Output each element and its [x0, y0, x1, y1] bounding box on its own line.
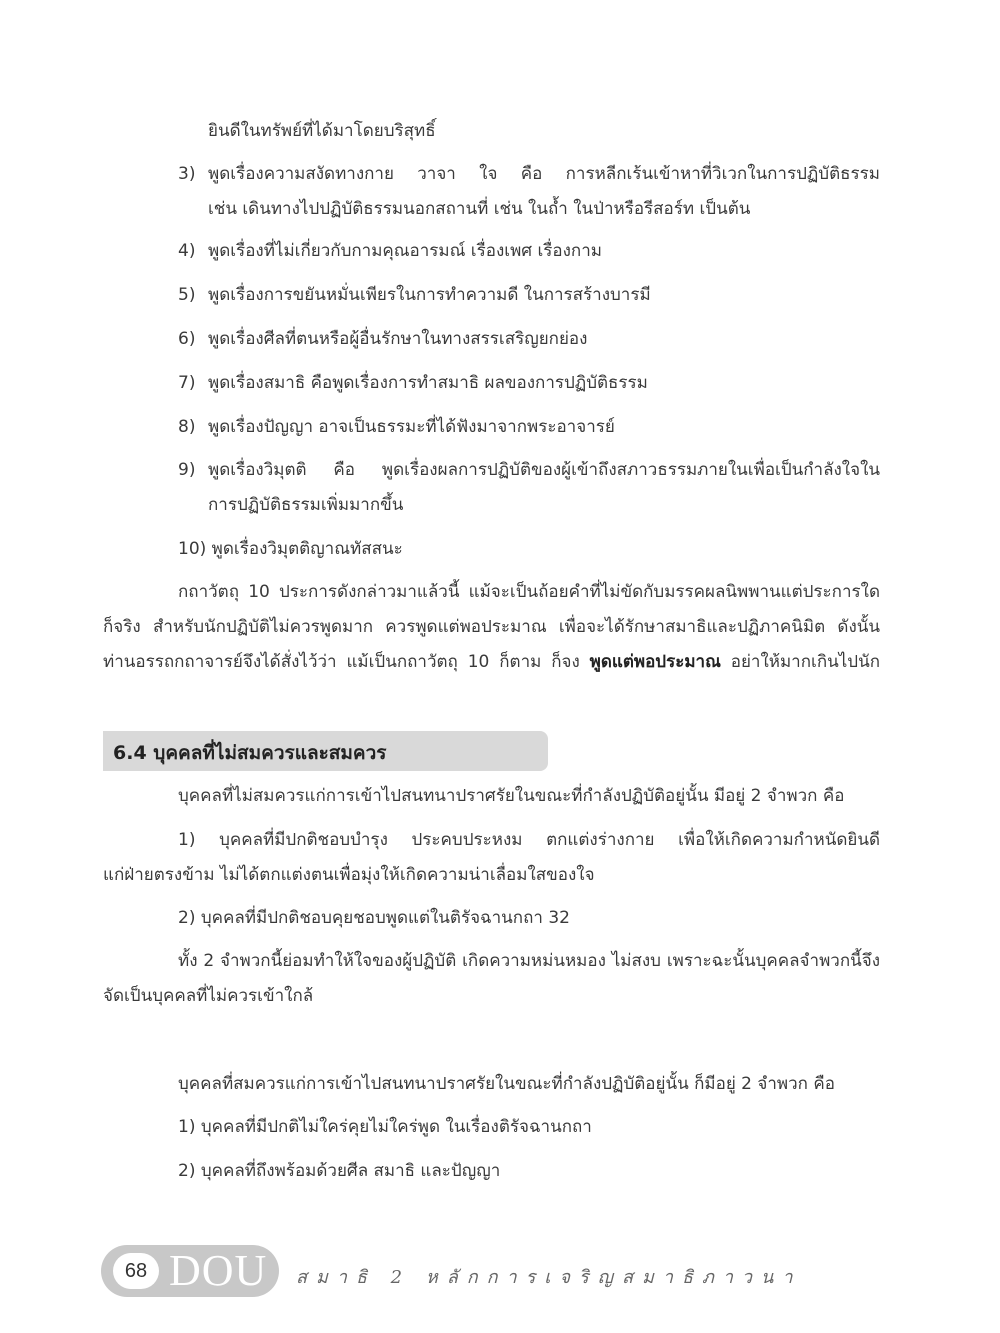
unsuitable-item-1-line2: แก่ฝ่ายตรงข้าม ไม่ได้ตกแต่งตนเพื่อมุ่งให้เกิดความน่าเลื่อมใสของใจ — [103, 865, 595, 885]
suitable-intro: บุคคลที่สมควรแก่การเข้าไปสนทนาปราศรัยในขณะที่กำลังปฏิบัติอยู่นั้น ก็มีอยู่ 2 จำพวก คือ — [178, 1074, 835, 1094]
list-item-9-line2: การปฏิบัติธรรมเพิ่มมากขึ้น — [208, 495, 404, 515]
summary-line-3 — [103, 649, 880, 675]
list-item-text: พูดเรื่องวิมุตติญาณทัสสนะ — [211, 539, 403, 559]
section-header — [103, 731, 548, 771]
dou-logo: DOU — [169, 1246, 268, 1295]
list-number: 8) — [178, 417, 196, 437]
list-item-9-line1 — [178, 457, 880, 483]
list-item-7 — [178, 370, 648, 396]
summary-line-2: ก็จริง สำหรับนักปฏิบัติไม่ควรพูดมาก ควรพูดแต่พอประมาณ เพื่อจะได้รักษาสมาธิและปฏิภาคนิมิต ดังนั้น — [103, 617, 880, 637]
unsuitable-conclusion-line2: จัดเป็นบุคคลที่ไม่ควรเข้าใกล้ — [103, 986, 314, 1006]
list-number: 9) — [178, 460, 196, 480]
summary-text: ท่านอรรถกถาจารย์จึงได้สั่งไว้ว่า แม้เป็นกถาวัตถุ 10 ก็ตาม ก็จง — [103, 652, 590, 672]
unsuitable-item-2: 2) บุคคลที่มีปกติชอบคุยชอบพูดแต่ในติรัจฉานกถา 32 — [178, 908, 570, 928]
page-number: 68 — [113, 1253, 159, 1289]
list-item-text: พูดเรื่องการขยันหมั่นเพียรในการทำความดี ในการสร้างบารมี — [208, 285, 651, 305]
list-item-text: พูดเรื่องปัญญา อาจเป็นธรรมะที่ได้ฟังมาจากพระอาจารย์ — [208, 417, 615, 437]
list-number: 5) — [178, 285, 196, 305]
list-item-8 — [178, 414, 615, 440]
list-item-6 — [178, 326, 587, 352]
list-item-5 — [178, 282, 651, 308]
unsuitable-item-1-line1: 1) บุคคลที่มีปกติชอบบำรุง ประคบประหงม ตกแต่งร่างกาย เพื่อให้เกิดความกำหนัดยินดี — [178, 830, 880, 850]
list-number: 4) — [178, 241, 196, 261]
summary-emphasis: พูดแต่พอประมาณ — [589, 652, 721, 672]
suitable-item-2: 2) บุคคลที่ถึงพร้อมด้วยศีล สมาธิ และปัญญา — [178, 1161, 501, 1181]
list-item-4 — [178, 238, 602, 264]
summary-text: อย่าให้มากเกินไปนัก — [720, 652, 880, 672]
list-number: 7) — [178, 373, 196, 393]
list-item-3-line1 — [178, 161, 880, 187]
section-title: 6.4 บุคคลที่ไม่สมควรและสมควร — [113, 742, 387, 764]
list-number: 10) — [178, 539, 207, 559]
footer-book-title: สมาธิ 2 หลักการเจริญสมาธิภาวนา — [296, 1267, 802, 1288]
list-item-text: พูดเรื่องสมาธิ คือพูดเรื่องการทำสมาธิ ผลของการปฏิบัติธรรม — [208, 373, 648, 393]
suitable-item-1: 1) บุคคลที่มีปกติไม่ใคร่คุยไม่ใคร่พูด ในเรื่องติรัจฉานกถา — [178, 1117, 592, 1137]
list-item-text: พูดเรื่องศีลที่ตนหรือผู้อื่นรักษาในทางสรรเสริญยกย่อง — [208, 329, 588, 349]
summary-line-1: กถาวัตถุ 10 ประการดังกล่าวมาแล้วนี้ แม้จะเป็นถ้อยคำที่ไม่ขัดกับมรรคผลนิพพานแต่ประการใด — [178, 582, 880, 602]
list-number: 6) — [178, 329, 196, 349]
unsuitable-conclusion-line1: ทั้ง 2 จำพวกนี้ย่อมทำให้ใจของผู้ปฏิบัติ เกิดความหม่นหมอง ไม่สงบ เพราะฉะนั้นบุคคลจำพวกนี้จึง — [178, 951, 880, 971]
footer-badge — [101, 1245, 279, 1297]
list-item-text: พูดเรื่องที่ไม่เกี่ยวกับกามคุณอารมณ์ เรื่องเพศ เรื่องกาม — [208, 241, 602, 261]
list-item-10 — [178, 536, 403, 562]
list-continuation: ยินดีในทรัพย์ที่ได้มาโดยบริสุทธิ์ — [208, 121, 436, 141]
list-number: 3) — [178, 164, 196, 184]
list-item-text: พูดเรื่องวิมุตติ คือ พูดเรื่องผลการปฏิบัติของผู้เข้าถึงสภาวธรรมภายในเพื่อเป็นกำลังใจใน — [208, 460, 880, 480]
list-item-3-line2: เช่น เดินทางไปปฏิบัติธรรมนอกสถานที่ เช่น ในถ้ำ ในป่าหรือรีสอร์ท เป็นต้น — [208, 199, 751, 219]
unsuitable-intro: บุคคลที่ไม่สมควรแก่การเข้าไปสนทนาปราศรัยในขณะที่กำลังปฏิบัติอยู่นั้น มีอยู่ 2 จำพวก คือ — [178, 786, 845, 806]
list-item-text: พูดเรื่องความสงัดทางกาย วาจา ใจ คือ การหลีกเร้นเข้าหาที่วิเวกในการปฏิบัติธรรม — [208, 164, 880, 184]
